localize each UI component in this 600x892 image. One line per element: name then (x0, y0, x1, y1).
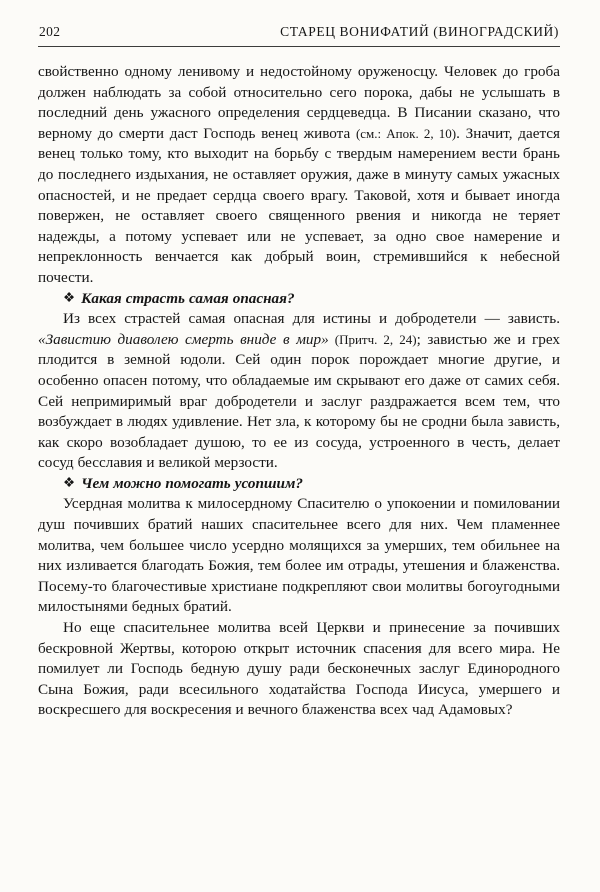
scripture-reference: (Притч. 2, 24) (328, 331, 417, 347)
text-run: Из всех страстей самая опасная для истины и добродетели — зависть. (63, 310, 560, 328)
fleuron-icon: ❖ (63, 289, 76, 305)
running-title: СТАРЕЦ ВОНИФАТИЙ (ВИНОГРАДСКИЙ) (280, 24, 559, 39)
text-run: ; завистью же и грех плодится в земной юдоли. Сей один порок порождает многие другие, и особенно опасен потому, что обладаемые им скрывают его даже от самих себя. Сей непримиримый враг добродетели и заслуг раздражается всем тем, что возбуждает в людях удивление. Нет зла, к которому бы не сродни была зависть, как скоро возобладает душою, то ее из сосуда, устроенного в честь, делает сосуд бесславия и великой мерзости. (38, 330, 561, 472)
text-run: Усердная молитва к милосердному Спасителю о упокоении и помиловании душ почивших братий наших спасительнее всего для них. Чем пламеннее молитва, чем большее число усердно молящихся за умерших, тем обильнее на них изливается благодать Божия, тем более им отрады, утешения и блаженства. Посему-то благочестивые христиане подкрепляют свои молитвы богоугодными милостынями бедных братий. (38, 495, 560, 616)
page-body (38, 62, 560, 721)
question-heading-2 (38, 474, 560, 495)
question-text: Какая страсть самая опасная? (81, 289, 295, 307)
scripture-quote: «Завистию диаволею смерть вниде в мир» (38, 330, 329, 348)
question-text: Чем можно помогать усопшим? (81, 474, 303, 492)
page-number: 202 (39, 24, 61, 39)
paragraph-church (38, 618, 560, 721)
paragraph-envy (38, 309, 560, 474)
page-header (38, 24, 560, 46)
text-run: свойственно одному ленивому и недостойному оруженосцу. Человек до гроба должен наблюдать за собой относительно сего порока, дабы не услышать в последний день ужасного определения сердцеведца. В Писании сказано, что верному до смерти даст Господь венец живота (38, 63, 560, 142)
header-divider (38, 46, 560, 47)
text-run: Но еще спасительнее молитва всей Церкви и принесение за почивших бескровной Жертвы, которою открыт источник спасения для всего мира. Не помилует ли Господь бедную душу ради бесконечных заслуг Единородного Сына Божия, ради всесильного ходатайства Господа Иисуса, умершего и воскресшего для воскресения и вечного блаженства всех чад Адамовых? (38, 619, 560, 719)
paragraph-prayer (38, 494, 560, 618)
question-heading-1 (38, 289, 560, 310)
scripture-reference: (см.: Апок. 2, 10) (355, 125, 457, 141)
fleuron-icon: ❖ (63, 474, 76, 490)
text-run: . Значит, дается венец только тому, кто выходит на борьбу с твердым намерением вести брань до последнего издыхания, не оставляет оружия, даже в минуту самых ужасных опасностей, и не предает сердца своего врагу. Таковой, хотя и бывает иногда повержен, не оставляет своего священного рвения и никогда не теряет надежды, а потому успевает или не успевает, за одно свое намерение и непреклонность венчается как добрый воин, стремившийся к небесной почести. (38, 124, 560, 286)
paragraph-continuation (38, 62, 560, 289)
